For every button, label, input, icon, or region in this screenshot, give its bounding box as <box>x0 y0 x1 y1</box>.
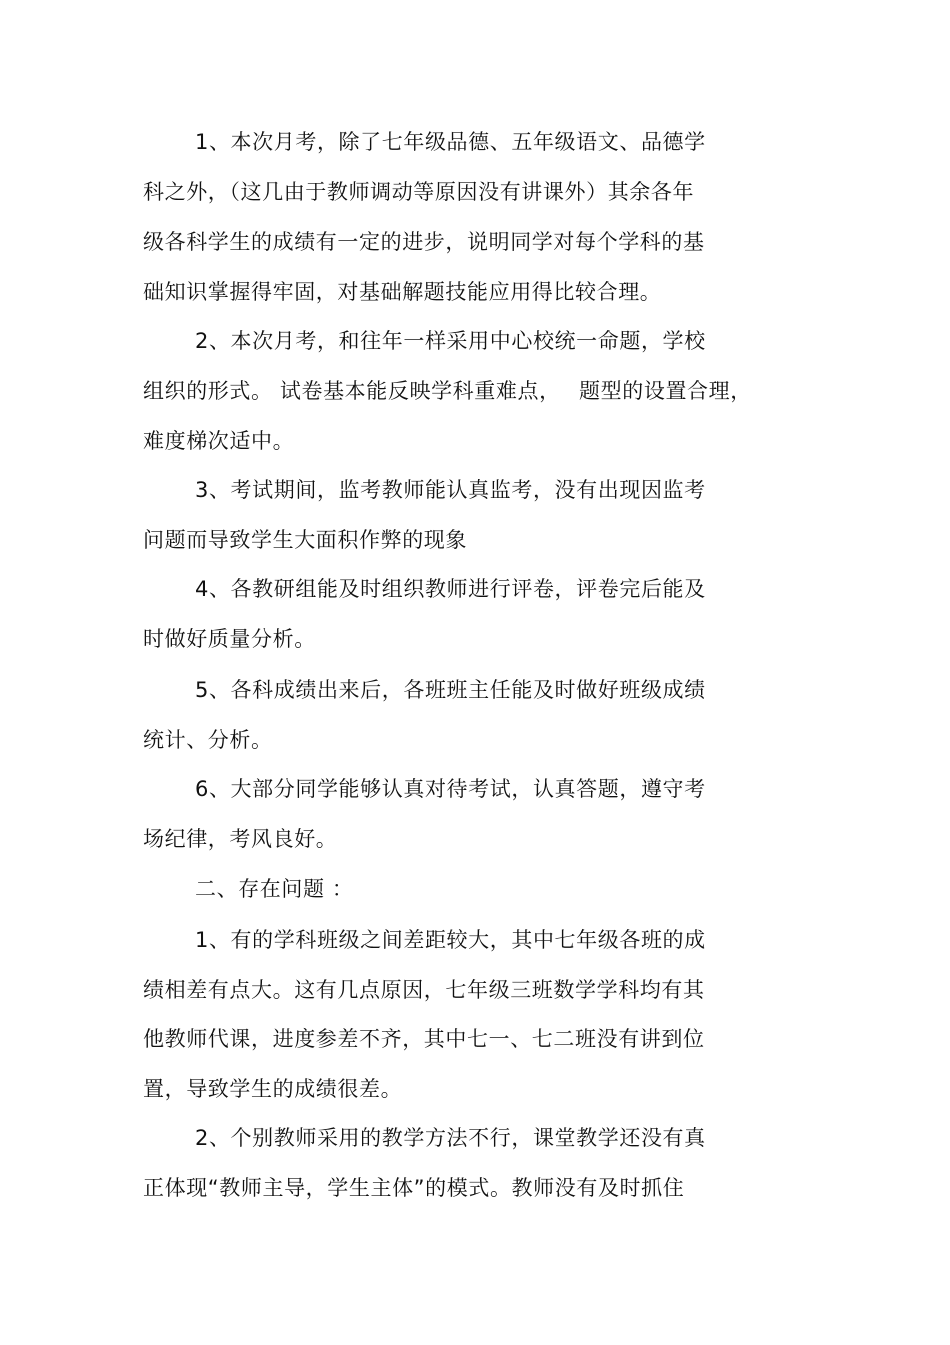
paragraph-1-line-3: 级各科学生的成绩有一定的进步，说明同学对每个学科的基 <box>143 230 705 254</box>
paragraph-5-line-2: 统计、分析。 <box>143 728 273 752</box>
paragraph-2-line-3: 难度梯次适中。 <box>143 429 295 453</box>
paragraph-8-line-3: 他教师代课，进度参差不齐，其中七一、七二班没有讲到位 <box>143 1027 705 1051</box>
section-heading-problems: 二、存在问题 ： <box>195 877 354 901</box>
paragraph-6-line-2: 场纪律，考风良好。 <box>143 827 338 851</box>
paragraph-1-line-1: 1、本次月考，除了七年级品德、五年级语文、品德学 <box>195 130 706 154</box>
paragraph-8-line-1: 1、有的学科班级之间差距较大，其中七年级各班的成 <box>195 928 706 952</box>
paragraph-2-line-2: 组织的形式。 试卷基本能反映学科重难点， 题型的设置合理， <box>143 379 752 403</box>
paragraph-2-line-1: 2、本次月考，和往年一样采用中心校统一命题，学校 <box>195 329 706 353</box>
paragraph-3-line-1: 3、考试期间，监考教师能认真监考，没有出现因监考 <box>195 478 706 502</box>
paragraph-6-line-1: 6、大部分同学能够认真对待考试，认真答题，遵守考 <box>195 777 706 801</box>
paragraph-4-line-2: 时做好质量分析。 <box>143 627 316 651</box>
paragraph-5-line-1: 5、各科成绩出来后，各班班主任能及时做好班级成绩 <box>195 678 706 702</box>
paragraph-8-line-4: 置，导致学生的成绩很差。 <box>143 1077 403 1101</box>
paragraph-9-line-2: 正体现“教师主导，学生主体”的模式。教师没有及时抓住 <box>143 1176 685 1200</box>
paragraph-1-line-4: 础知识掌握得牢固，对基础解题技能应用得比较合理。 <box>143 280 662 304</box>
paragraph-9-line-1: 2、个别教师采用的教学方法不行，课堂教学还没有真 <box>195 1126 706 1150</box>
paragraph-1-line-2: 科之外，（这几由于教师调动等原因没有讲课外）其余各年 <box>143 180 695 204</box>
paragraph-4-line-1: 4、各教研组能及时组织教师进行评卷，评卷完后能及 <box>195 577 706 601</box>
paragraph-8-line-2: 绩相差有点大。这有几点原因，七年级三班数学学科均有其 <box>143 978 705 1002</box>
paragraph-3-line-2: 问题而导致学生大面积作弊的现象 <box>143 528 467 552</box>
